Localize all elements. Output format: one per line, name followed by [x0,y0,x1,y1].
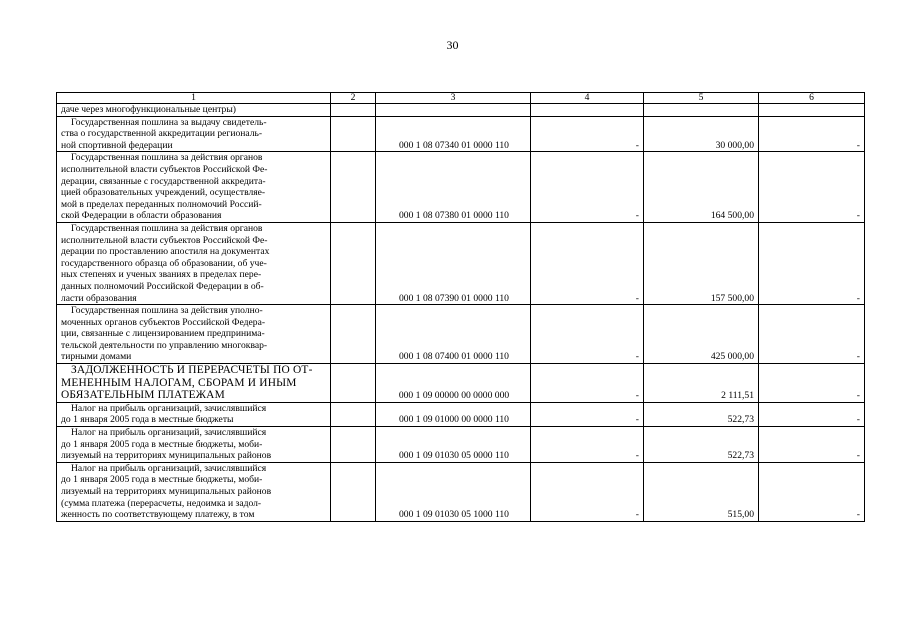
description-line: дерации, связанные с государственной аккредита- [61,175,266,187]
description-line: моченных органов субъектов Российской Федера- [61,316,266,328]
row-budget-code: 000 1 09 01000 00 0000 110 [376,402,531,426]
row-column-4: - [531,222,644,304]
description-line: до 1 января 2005 года в местные бюджеты, моби- [61,438,263,450]
row-column-6: - [759,116,865,152]
description-line: ЗАДОЛЖЕННОСТЬ И ПЕРЕРАСЧЕТЫ ПО ОТ- [71,364,313,377]
row-column-4: - [531,462,644,521]
row-description [57,152,331,223]
description-line: ской Федерации в области образования [61,210,222,222]
row-description [57,462,331,521]
row-column-4: - [531,152,644,223]
description-line: ОБЯЗАТЕЛЬНЫМ ПЛАТЕЖАМ [61,389,225,402]
column-header-6: 6 [759,93,865,104]
row-budget-code: 000 1 08 07390 01 0000 110 [376,222,531,304]
row-column-6: - [759,402,865,426]
table-row [57,364,865,403]
description-line: цией образовательных учреждений, осуществляе- [61,187,266,199]
column-header-2: 2 [331,93,376,104]
row-amount: 164 500,00 [644,152,759,223]
row-column-2 [331,462,376,521]
table-row [57,402,865,426]
description-line: ства о государственной аккредитации региональ- [61,128,263,140]
description-line: ной спортивной федерации [61,139,173,151]
column-header-4: 4 [531,93,644,104]
row-amount: 522,73 [644,402,759,426]
description-line: (сумма платежа (перерасчеты, недоимка и задол- [61,497,262,509]
column-header-3: 3 [376,93,531,104]
table-row [57,462,865,521]
description-line: Налог на прибыль организаций, зачислявшийся [71,462,267,474]
row-column-2 [331,152,376,223]
row-column-6: - [759,427,865,463]
row-column-6: - [759,305,865,364]
column-number-row [57,93,865,104]
description-line: МЕНЕННЫМ НАЛОГАМ, СБОРАМ И ИНЫМ [61,376,297,389]
row-budget-code [376,104,531,117]
description-line: до 1 января 2005 года в местные бюджеты, моби- [61,474,263,486]
row-budget-code: 000 1 08 07400 01 0000 110 [376,305,531,364]
description-line: Налог на прибыль организаций, зачислявшийся [71,402,267,414]
row-amount: 522,73 [644,427,759,463]
description-line: мой в пределах переданных полномочий Россий- [61,198,262,210]
row-column-2 [331,222,376,304]
description-line: лизуемый на территориях муниципальных районов [61,486,272,497]
description-line: до 1 января 2005 года в местные бюджеты [61,414,234,426]
row-description [57,364,331,403]
row-budget-code: 000 1 09 01030 05 1000 110 [376,462,531,521]
row-column-4: - [531,364,644,403]
description-line: исполнительной власти субъектов Российской Фе- [61,234,268,246]
description-line: государственного образца об образовании, об уче- [61,257,267,269]
row-description [57,402,331,426]
row-column-2 [331,104,376,117]
page-number: 30 [446,38,459,52]
row-column-4: - [531,305,644,364]
row-column-6: - [759,364,865,403]
description-line: дерации по проставлению апостиля на документах [61,246,270,258]
description-line: тельской деятельности по управлению многоквар- [61,339,268,351]
row-description [57,222,331,304]
description-line: ции, связанные с лицензированием предпринима- [61,328,265,340]
row-column-6: - [759,222,865,304]
description-line: ных степенях и ученых званиях в пределах пере- [61,269,262,281]
row-budget-code: 000 1 08 07340 01 0000 110 [376,116,531,152]
description-line: данных полномочий Российской Федерации в об- [61,280,264,292]
row-amount: 157 500,00 [644,222,759,304]
description-line: ласти образования [61,292,137,304]
row-amount: 2 111,51 [644,364,759,403]
column-header-1: 1 [57,93,331,104]
row-description [57,427,331,463]
row-column-6: - [759,152,865,223]
row-budget-code: 000 1 08 07380 01 0000 110 [376,152,531,223]
description-line: Государственная пошлина за выдачу свидетель- [71,116,267,128]
row-column-4: - [531,116,644,152]
row-column-2 [331,402,376,426]
row-amount: 425 000,00 [644,305,759,364]
row-column-2 [331,364,376,403]
description-line: Государственная пошлина за действия уполно- [71,305,263,317]
description-line: Налог на прибыль организаций, зачислявшийся [71,427,267,439]
table-row [57,222,865,304]
row-column-2 [331,305,376,364]
table-row [57,305,865,364]
row-amount: 515,00 [644,462,759,521]
description-line: исполнительной власти субъектов Российской Фе- [61,163,268,175]
row-budget-code: 000 1 09 00000 00 0000 000 [376,364,531,403]
table-row [57,116,865,152]
row-column-4: - [531,427,644,463]
row-description [57,104,331,117]
row-column-4: - [531,402,644,426]
row-description [57,116,331,152]
description-line: Государственная пошлина за действия органов [71,222,263,234]
row-amount: 30 000,00 [644,116,759,152]
table-row [57,427,865,463]
row-amount [644,104,759,117]
description-line: даче через многофункциональные центры) [61,104,236,115]
row-column-2 [331,116,376,152]
row-column-6: - [759,462,865,521]
description-line: женность по соответствующему платежу, в том [61,509,255,521]
table-row [57,104,865,117]
table-row [57,152,865,223]
column-header-5: 5 [644,93,759,104]
row-column-6 [759,104,865,117]
description-line: Государственная пошлина за действия органов [71,152,263,164]
description-line: тирными домами [61,351,132,363]
description-line: лизуемый на территориях муниципальных районов [61,450,272,462]
row-column-2 [331,427,376,463]
budget-table [56,92,865,522]
row-column-4 [531,104,644,117]
row-description [57,305,331,364]
table-body [57,93,865,522]
row-budget-code: 000 1 09 01030 05 0000 110 [376,427,531,463]
